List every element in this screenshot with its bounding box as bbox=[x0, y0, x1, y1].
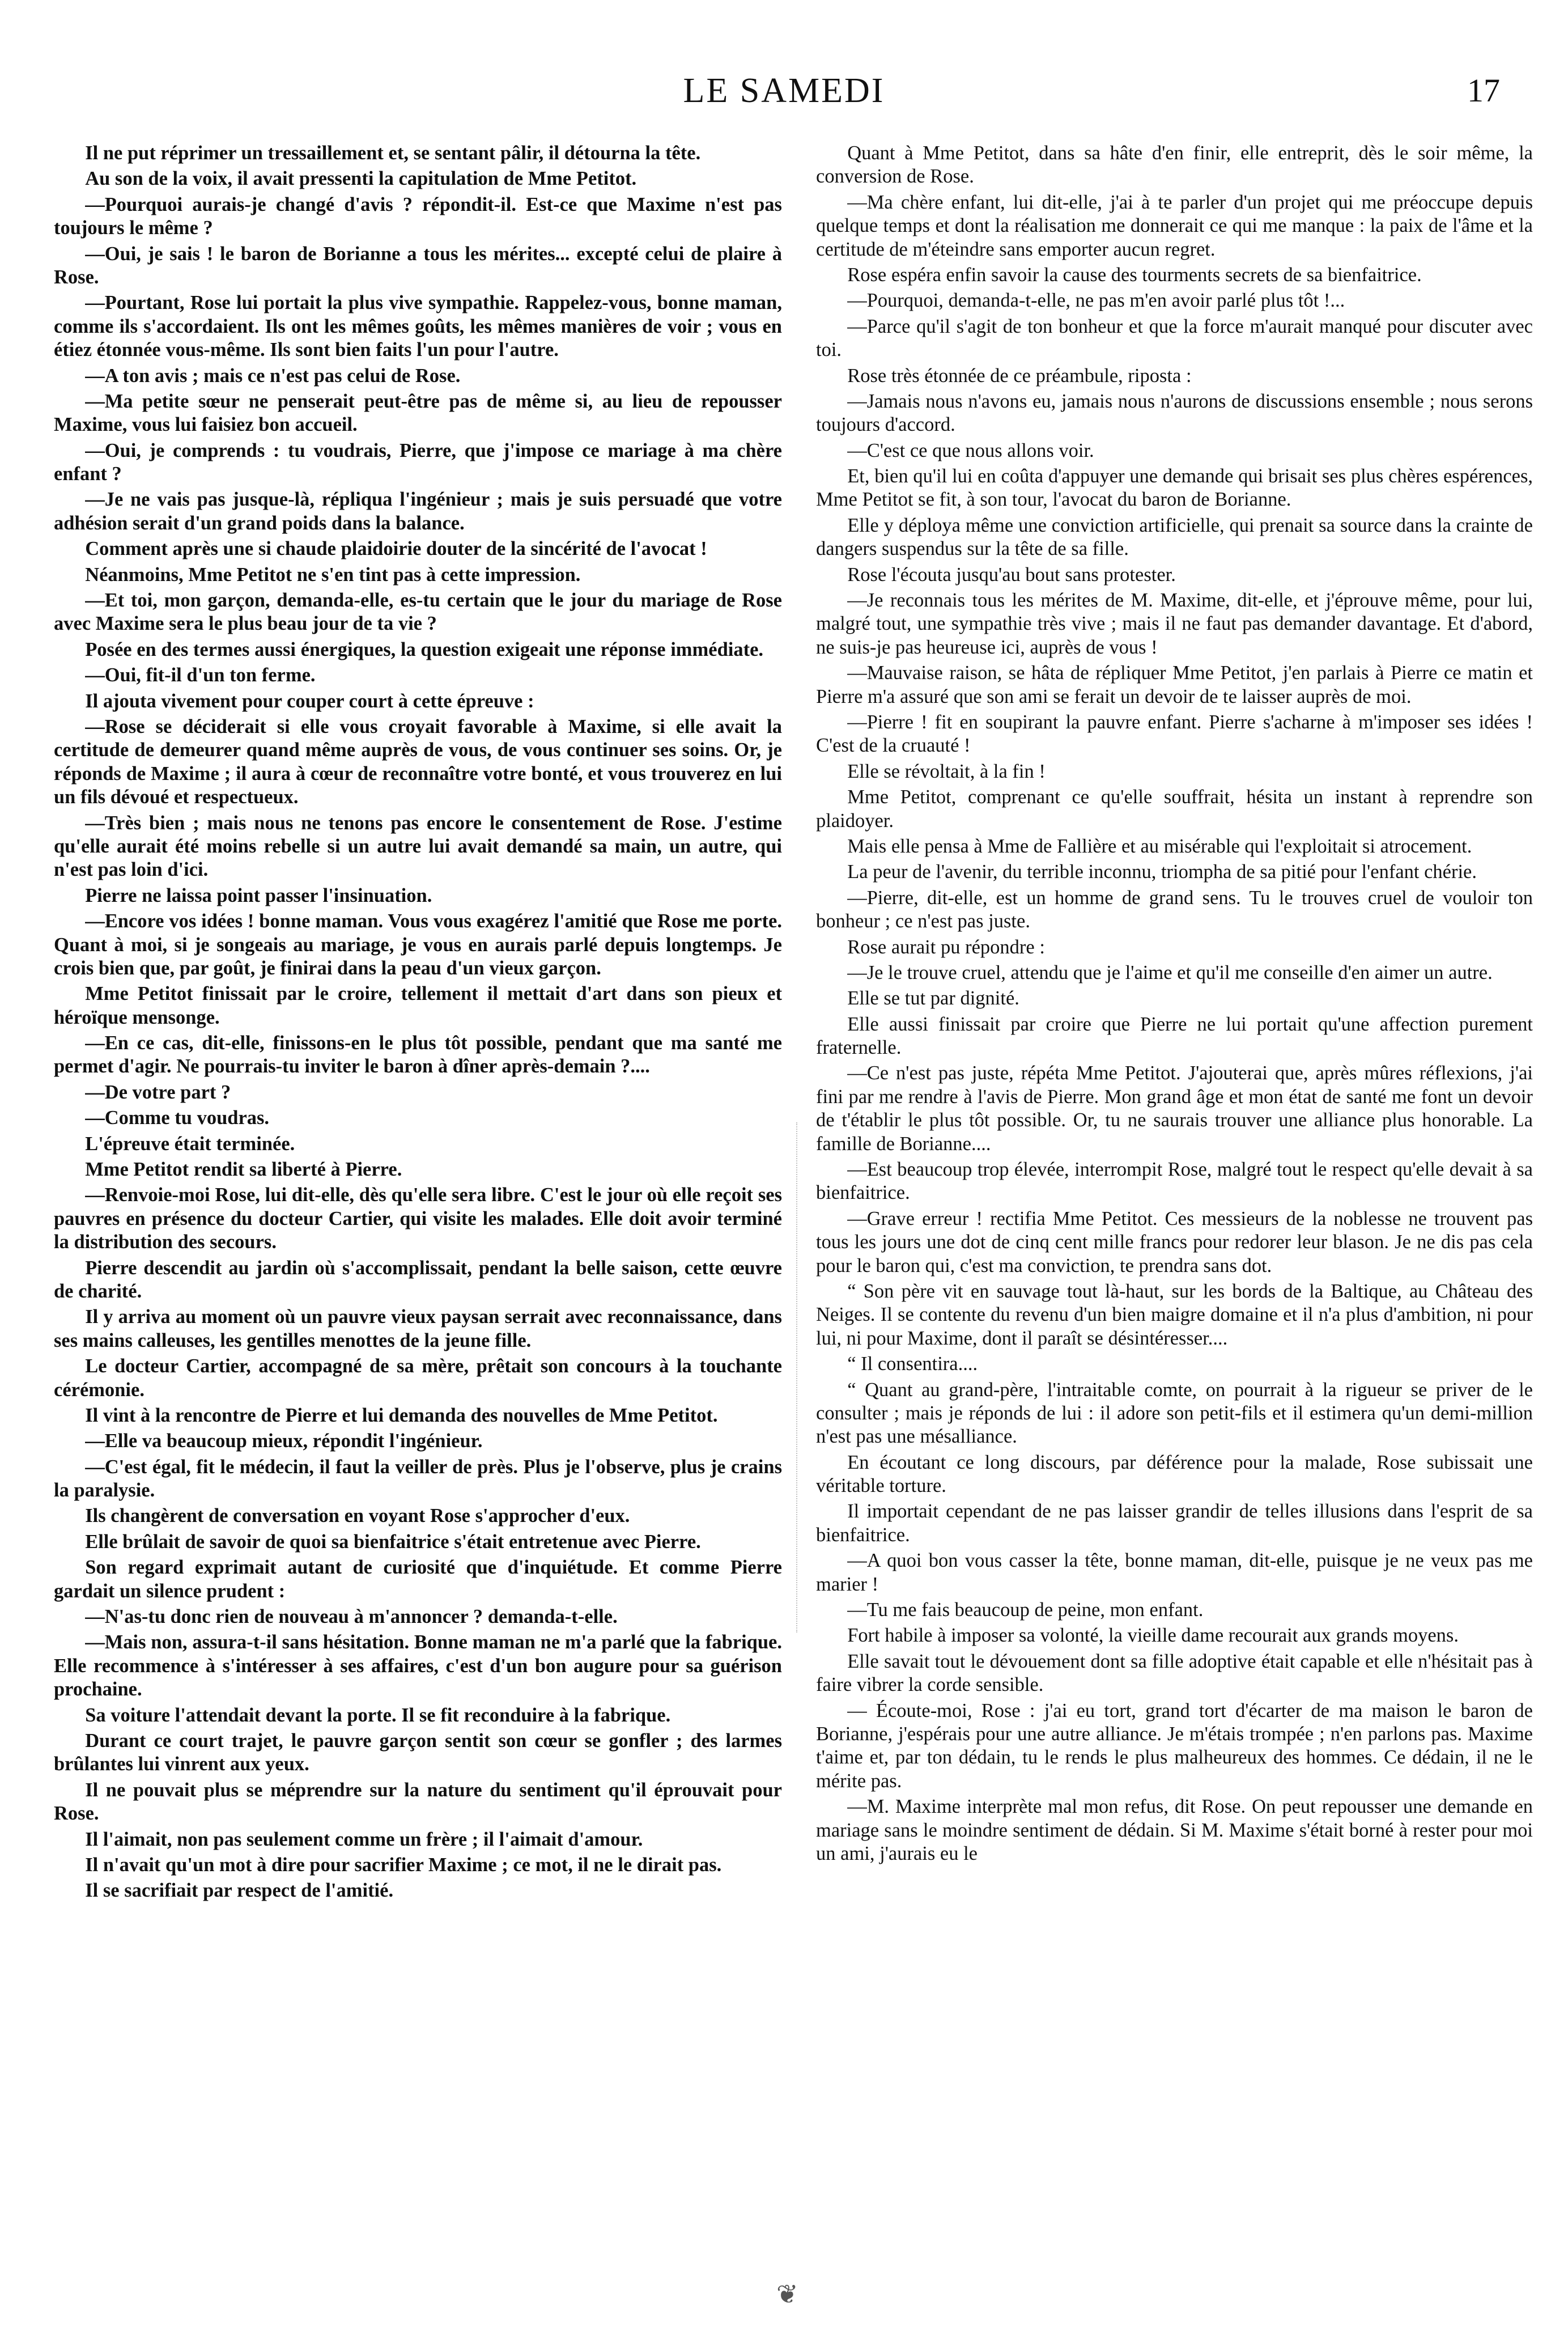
paragraph: Il se sacrifiait par respect de l'amitié. bbox=[85, 1880, 394, 1902]
paragraph: —Je ne vais pas jusque-là, répliqua l'ingénieur ; mais je suis persuadé que votre adhésion serait d'un grand poids dans la balance. bbox=[54, 489, 782, 534]
ornament-icon: ❦ bbox=[776, 2280, 798, 2309]
paragraph: —En ce cas, dit-elle, finissons-en le plus tôt possible, pendant que ma santé me permet d'agir. Ne pourrais-tu inviter le baron à dîner après-demain ?.... bbox=[54, 1032, 782, 1078]
paragraph: —Tu me fais beaucoup de peine, mon enfant. bbox=[847, 1599, 1204, 1621]
paragraph: L'épreuve était terminée. bbox=[85, 1133, 295, 1155]
paragraph: —De votre part ? bbox=[85, 1081, 231, 1103]
paragraph: Mme Petitot rendit sa liberté à Pierre. bbox=[85, 1159, 402, 1181]
paragraph: —N'as-tu donc rien de nouveau à m'annoncer ? demanda-t-elle. bbox=[85, 1606, 618, 1628]
paragraph: Il ajouta vivement pour couper court à cette épreuve : bbox=[85, 690, 534, 712]
paragraph: —Pourquoi, demanda-t-elle, ne pas m'en avoir parlé plus tôt !... bbox=[847, 290, 1345, 312]
paragraph: Sa voiture l'attendait devant la porte. Il se fit reconduire à la fabrique. bbox=[85, 1704, 671, 1726]
paragraph: —Oui, je sais ! le baron de Borianne a tous les mérites... excepté celui de plaire à Rose. bbox=[54, 243, 782, 288]
paragraph: —Je le trouve cruel, attendu que je l'aime et qu'il me conseille d'en aimer un autre. bbox=[847, 961, 1493, 983]
paragraph: —Comme tu voudras. bbox=[85, 1107, 270, 1129]
paragraph: —Ma chère enfant, lui dit-elle, j'ai à te parler d'un projet qui me préoccupe depuis quelque temps et dont la réalisation me donnerait ce qui me manque : la paix de l'âme et la certitude de m'éteindre sans emporter aucun regret. bbox=[816, 191, 1533, 260]
paragraph: Il importait cependant de ne pas laisser grandir de telles illusions dans l'esprit de sa bienfaitrice. bbox=[816, 1500, 1533, 1546]
paragraph: —Ma petite sœur ne penserait peut-être pas de même si, au lieu de repousser Maxime, vous lui faisiez bon accueil. bbox=[54, 390, 782, 436]
paragraph: Le docteur Cartier, accompagné de sa mère, prêtait son concours à la touchante cérémonie. bbox=[54, 1355, 782, 1401]
paragraph: —Je reconnais tous les mérites de M. Maxime, dit-elle, et j'éprouve même, pour lui, malgré tout, une sympathie très vive ; mais il ne faut pas demander davantage. Et d'abord, ne suis-je pas heureuse ici, auprès de vous ! bbox=[816, 590, 1533, 658]
paragraph: Elle se tut par dignité. bbox=[847, 987, 1019, 1010]
column-divider bbox=[796, 1122, 803, 1633]
page-title: LE SAMEDI bbox=[683, 71, 885, 110]
paragraph: —Oui, je comprends : tu voudrais, Pierre, que j'impose ce mariage à ma chère enfant ? bbox=[54, 439, 782, 485]
page-number: 17 bbox=[1467, 72, 1500, 109]
paragraph: —M. Maxime interprète mal mon refus, dit Rose. On peut repousser une demande en mariage sans le moindre sentiment de dédain. Si M. Maxime s'était borné à rester pour moi un ami, j'aurais eu le bbox=[816, 1796, 1533, 1864]
paragraph: “ Son père vit en sauvage tout là-haut, sur les bords de la Baltique, au Château des Neiges. Il se contente du revenu d'un bien maigre domaine et il n'a plus d'ambition, ni pour lui, ni pour Maxime, dont il paraît se désintéresser.... bbox=[816, 1280, 1533, 1349]
paragraph: Elle se révoltait, à la fin ! bbox=[847, 760, 1046, 782]
paragraph: Et, bien qu'il lui en coûta d'appuyer une demande qui brisait ses plus chères espérences, Mme Petitot se fit, à son tour, l'avocat du baron de Borianne. bbox=[816, 465, 1533, 511]
paragraph: Pierre ne laissa point passer l'insinuation. bbox=[85, 884, 432, 906]
paragraph: —Elle va beaucoup mieux, répondit l'ingénieur. bbox=[85, 1430, 483, 1452]
paragraph: Elle aussi finissait par croire que Pierre ne lui portait qu'une affection purement fraternelle. bbox=[816, 1013, 1533, 1059]
paragraph: Comment après une si chaude plaidoirie douter de la sincérité de l'avocat ! bbox=[85, 538, 707, 560]
paragraph: Posée en des termes aussi énergiques, la question exigeait une réponse immédiate. bbox=[85, 638, 764, 660]
paragraph: —Rose se déciderait si elle vous croyait favorable à Maxime, si elle avait la certitude de demeurer quand même auprès de vous, de vous continuer ses soins. Or, je réponds de Maxime ; il aura à cœur de reconnaître votre bonté, et vous trouverez en lui un fils dévoué et respectueux. bbox=[54, 715, 782, 808]
left-column bbox=[54, 142, 782, 2296]
paragraph: Ils changèrent de conversation en voyant Rose s'approcher d'eux. bbox=[85, 1505, 630, 1527]
paragraph: La peur de l'avenir, du terrible inconnu, triompha de sa pitié pour l'enfant chérie. bbox=[847, 861, 1477, 883]
paragraph: —Jamais nous n'avons eu, jamais nous n'aurons de discussions ensemble ; nous serons toujours d'accord. bbox=[816, 390, 1533, 436]
paragraph: Elle y déploya même une conviction artificielle, qui prenait sa source dans la crainte de dangers suspendus sur la tête de sa fille. bbox=[816, 514, 1533, 560]
paragraph: —C'est ce que nous allons voir. bbox=[847, 439, 1094, 461]
paragraph: —Très bien ; mais nous ne tenons pas encore le consentement de Rose. J'estime qu'elle aurait été moins rebelle si un autre lui avait demandé sa main, un autre, qui n'est pas loin d'ici. bbox=[54, 812, 782, 881]
paragraph: Elle savait tout le dévouement dont sa fille adoptive était capable et elle n'hésitait pas à faire vibrer la corde sensible. bbox=[816, 1650, 1533, 1696]
paragraph: —Oui, fit-il d'un ton ferme. bbox=[85, 664, 316, 686]
paragraph: —Est beaucoup trop élevée, interrompit Rose, malgré tout le respect qu'elle devait à sa bienfaitrice. bbox=[816, 1159, 1533, 1204]
page-header bbox=[0, 57, 1568, 125]
paragraph: En écoutant ce long discours, par déférence pour la malade, Rose subissait une véritable torture. bbox=[816, 1451, 1533, 1497]
paragraph: —C'est égal, fit le médecin, il faut la veiller de près. Plus je l'observe, plus je crains la paralysie. bbox=[54, 1456, 782, 1502]
paragraph: —Grave erreur ! rectifia Mme Petitot. Ces messieurs de la noblesse ne trouvent pas tous les jours une dot de cinq cent mille francs pour redorer leur blason. Je ne dis pas cela pour le baron qui, c'est ma conviction, te prendra sans dot. bbox=[816, 1207, 1533, 1277]
paragraph: Mme Petitot, comprenant ce qu'elle souffrait, hésita un instant à reprendre son plaidoyer. bbox=[816, 786, 1533, 832]
paragraph: —Pierre ! fit en soupirant la pauvre enfant. Pierre s'acharne à m'imposer ses idées ! C'est de la cruauté ! bbox=[816, 711, 1533, 757]
paragraph: Il vint à la rencontre de Pierre et lui demanda des nouvelles de Mme Petitot. bbox=[85, 1404, 718, 1426]
paragraph: —Pourtant, Rose lui portait la plus vive sympathie. Rappelez-vous, bonne maman, comme ils s'accordaient. Ils ont les mêmes goûts, les mêmes manières de voir ; vous en étiez étonnée vous-même. Ils sont bien faits l'un pour l'autre. bbox=[54, 292, 782, 361]
paragraph: — Écoute-moi, Rose : j'ai eu tort, grand tort d'écarter de ma maison le baron de Borianne, j'espérais pour une autre alliance. Je m'étais trompée ; n'en parlons pas. Maxime t'aime et, par ton dédain, tu le rends le plus malheureux des hommes. Ce dédain, il ne le mérite pas. bbox=[816, 1699, 1533, 1792]
paragraph: “ Il consentira.... bbox=[847, 1353, 978, 1375]
paragraph: —A ton avis ; mais ce n'est pas celui de Rose. bbox=[85, 364, 461, 387]
paragraph: Durant ce court trajet, le pauvre garçon sentit son cœur se gonfler ; des larmes brûlantes lui vinrent aux yeux. bbox=[54, 1730, 782, 1775]
paragraph: —A quoi bon vous casser la tête, bonne maman, dit-elle, puisque je ne veux pas me marier ! bbox=[816, 1550, 1533, 1595]
paragraph: Elle brûlait de savoir de quoi sa bienfaitrice s'était entretenue avec Pierre. bbox=[85, 1530, 701, 1553]
paragraph: Rose espéra enfin savoir la cause des tourments secrets de sa bienfaitrice. bbox=[847, 264, 1422, 286]
paragraph: Il ne pouvait plus se méprendre sur la nature du sentiment qu'il éprouvait pour Rose. bbox=[54, 1779, 782, 1825]
paragraph: —Mais non, assura-t-il sans hésitation. Bonne maman ne m'a parlé que la fabrique. Elle recommence à s'intéresser à ses affaires, c'est d'un bon augure pour sa guérison prochaine. bbox=[54, 1631, 782, 1701]
right-column bbox=[816, 142, 1533, 2296]
paragraph: —Encore vos idées ! bonne maman. Vous vous exagérez l'amitié que Rose me porte. Quant à moi, si je songeais au mariage, je vous en aurais parlé depuis longtemps. Je crois bien que, par goût, je finirai dans la peau d'un vieux garçon. bbox=[54, 910, 782, 979]
paragraph: —Pourquoi aurais-je changé d'avis ? répondit-il. Est-ce que Maxime n'est pas toujours le même ? bbox=[54, 193, 782, 239]
paragraph: —Mauvaise raison, se hâta de répliquer Mme Petitot, j'en parlais à Pierre ce matin et Pierre m'a assuré que son ami se ferait un devoir de te laisser auprès de moi. bbox=[816, 662, 1533, 707]
paragraph: Pierre descendit au jardin où s'accomplissait, pendant la belle saison, cette œuvre de charité. bbox=[54, 1257, 782, 1302]
paragraph: Rose l'écouta jusqu'au bout sans protester. bbox=[847, 563, 1176, 586]
paragraph: Fort habile à imposer sa volonté, la vieille dame recourait aux grands moyens. bbox=[847, 1625, 1459, 1647]
paragraph: Mme Petitot finissait par le croire, tellement il mettait d'art dans son pieux et héroïque mensonge. bbox=[54, 983, 782, 1028]
paragraph: Rose aurait pu répondre : bbox=[847, 936, 1045, 958]
paragraph: Il y arriva au moment où un pauvre vieux paysan serrait avec reconnaissance, dans ses mains calleuses, les gentilles menottes de la jeune fille. bbox=[54, 1306, 782, 1351]
paragraph: —Parce qu'il s'agit de ton bonheur et que la force m'aurait manqué pour discuter avec toi. bbox=[816, 315, 1533, 361]
paragraph: —Et toi, mon garçon, demanda-elle, es-tu certain que le jour du mariage de Rose avec Maxime sera le plus beau jour de ta vie ? bbox=[54, 590, 782, 635]
paragraph: Néanmoins, Mme Petitot ne s'en tint pas à cette impression. bbox=[85, 563, 581, 586]
paragraph: “ Quant au grand-père, l'intraitable comte, on pourrait à la rigueur se priver de le consulter ; mais je réponds de lui : il adore son petit-fils et il estimera qu'un demi-million n'est pas une mésalliance. bbox=[816, 1379, 1533, 1448]
paragraph: —Ce n'est pas juste, répéta Mme Petitot. J'ajouterai que, après mûres réflexions, j'ai fini par me rendre à l'avis de Pierre. Mon grand âge et mon état de santé me font un devoir de t'établir le plus tôt possible. Or, tu ne saurais trouver une alliance plus honorable. La famille de Borianne.... bbox=[816, 1062, 1533, 1155]
paragraph: Quant à Mme Petitot, dans sa hâte d'en finir, elle entreprit, dès le soir même, la conversion de Rose. bbox=[816, 142, 1533, 188]
paragraph: Il ne put réprimer un tressaillement et, se sentant pâlir, il détourna la tête. bbox=[85, 142, 701, 164]
paragraph: —Renvoie-moi Rose, lui dit-elle, dès qu'elle sera libre. C'est le jour où elle reçoit ses pauvres en présence du docteur Cartier, qui visite les malades. Elle doit avoir terminé la distribution des secours. bbox=[54, 1184, 782, 1253]
paragraph: Mais elle pensa à Mme de Fallière et au misérable qui l'exploitait si atrocement. bbox=[847, 835, 1472, 857]
paragraph: Il n'avait qu'un mot à dire pour sacrifier Maxime ; ce mot, il ne le dirait pas. bbox=[85, 1854, 722, 1876]
paragraph: Son regard exprimait autant de curiosité que d'inquiétude. Et comme Pierre gardait un silence prudent : bbox=[54, 1557, 782, 1602]
paragraph: Il l'aimait, non pas seulement comme un frère ; il l'aimait d'amour. bbox=[85, 1828, 643, 1850]
paragraph: Rose très étonnée de ce préambule, riposta : bbox=[847, 364, 1192, 387]
paragraph: —Pierre, dit-elle, est un homme de grand sens. Tu le trouves cruel de vouloir ton bonheur ; ce n'est pas juste. bbox=[816, 887, 1533, 932]
paragraph: Au son de la voix, il avait pressenti la capitulation de Mme Petitot. bbox=[85, 168, 637, 190]
